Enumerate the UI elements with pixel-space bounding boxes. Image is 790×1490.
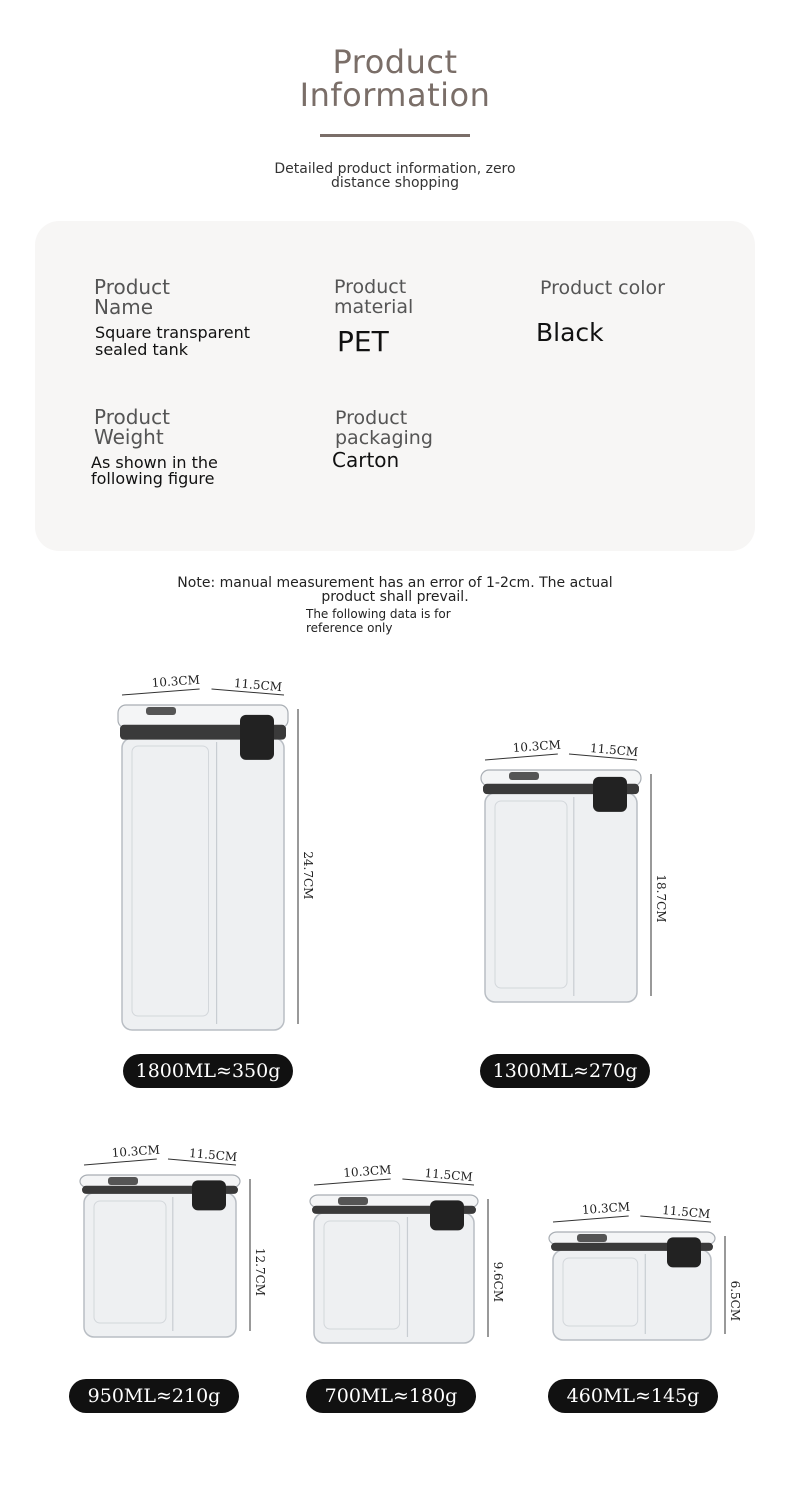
product-name-label-line1: Product <box>94 275 170 299</box>
product-color-label: Product color <box>540 277 665 299</box>
lid-tab-icon <box>146 707 176 715</box>
latch-icon <box>192 1180 226 1210</box>
capacity-badge-1800ml: 1800ML≈350g <box>123 1054 293 1088</box>
capacity-badge-950ml: 950ML≈210g <box>69 1379 239 1413</box>
lid-tab-icon <box>108 1177 138 1185</box>
container-body <box>314 1213 474 1343</box>
depth-dimension-label: 11.5CM <box>188 1146 238 1165</box>
capacity-badge-1300ml: 1300ML≈270g <box>480 1054 650 1088</box>
height-dimension-label: 6.5CM <box>728 1280 742 1322</box>
width-dimension-label: 10.3CM <box>512 737 562 755</box>
capacity-badge-700ml: 700ML≈180g <box>306 1379 476 1413</box>
width-dimension-line <box>314 1179 391 1185</box>
subtitle-line1: Detailed product information, zero <box>274 161 516 177</box>
reference-note <box>306 607 451 635</box>
container-body <box>122 738 284 1030</box>
latch-icon <box>430 1200 464 1230</box>
product-material-label-line1: Product <box>334 276 407 298</box>
title-underline <box>320 134 470 137</box>
width-dimension-line <box>84 1159 157 1165</box>
depth-dimension-label: 11.5CM <box>589 741 639 760</box>
product-packaging-label-line2: packaging <box>335 427 433 449</box>
product-name-value-line2: sealed tank <box>95 340 188 359</box>
page-title <box>0 43 790 114</box>
container-illustration-700ml <box>300 1155 528 1363</box>
latch-icon <box>593 777 627 812</box>
page-title-line1: Product <box>332 43 458 81</box>
page-subtitle <box>0 162 790 190</box>
product-color-value: Black <box>536 318 604 347</box>
latch-icon <box>667 1237 701 1267</box>
product-name-label <box>94 277 170 317</box>
measurement-note-line2: product shall prevail. <box>321 589 469 605</box>
product-weight-value <box>91 455 218 487</box>
container-illustration-950ml <box>70 1135 290 1357</box>
width-dimension-label: 10.3CM <box>342 1162 392 1180</box>
product-weight-value-line2: following figure <box>91 469 215 488</box>
latch-icon <box>240 715 274 760</box>
product-name-value-line1: Square transparent <box>95 323 250 342</box>
reference-note-line1: The following data is for <box>306 607 451 621</box>
product-name-value <box>95 324 250 358</box>
product-info-card <box>35 221 755 551</box>
measurement-note-line1: Note: manual measurement has an error of 1-2cm. The actual <box>177 575 613 591</box>
measurement-note <box>0 576 790 604</box>
height-dimension-label: 9.6CM <box>491 1261 505 1303</box>
container-body <box>84 1193 236 1337</box>
depth-dimension-label: 11.5CM <box>423 1166 474 1185</box>
product-material-value: PET <box>337 325 389 358</box>
lid-tab-icon <box>338 1197 368 1205</box>
product-weight-label-line1: Product <box>94 405 170 429</box>
product-weight-label-line2: Weight <box>94 425 164 449</box>
page-title-line2: Information <box>299 76 491 114</box>
height-dimension-label: 18.7CM <box>654 874 668 923</box>
product-name-label-line2: Name <box>94 295 154 319</box>
lid-tab-icon <box>577 1234 607 1242</box>
capacity-badge-460ml: 460ML≈145g <box>548 1379 718 1413</box>
product-material-label <box>334 277 413 317</box>
container-illustration-1800ml <box>108 665 338 1050</box>
product-packaging-label <box>335 408 433 448</box>
container-illustration-1300ml <box>471 730 691 1022</box>
width-dimension-label: 10.3CM <box>151 672 201 690</box>
product-weight-label <box>94 407 170 447</box>
height-dimension-label: 12.7CM <box>253 1247 267 1297</box>
container-body <box>485 793 637 1002</box>
width-dimension-line <box>485 754 558 760</box>
depth-dimension-label: 11.5CM <box>233 676 283 695</box>
depth-dimension-label: 11.5CM <box>661 1203 711 1222</box>
container-illustration-460ml <box>539 1192 765 1360</box>
reference-note-line2: reference only <box>306 621 393 635</box>
product-packaging-label-line1: Product <box>335 407 408 429</box>
lid-tab-icon <box>509 772 539 780</box>
height-dimension-label: 24.7CM <box>301 851 315 900</box>
subtitle-line2: distance shopping <box>331 175 459 191</box>
width-dimension-line <box>122 689 200 695</box>
product-packaging-value: Carton <box>332 448 400 472</box>
width-dimension-label: 10.3CM <box>111 1142 161 1160</box>
width-dimension-label: 10.3CM <box>581 1199 631 1217</box>
width-dimension-line <box>553 1216 629 1222</box>
product-material-label-line2: material <box>334 296 414 318</box>
product-weight-value-line1: As shown in the <box>91 453 218 472</box>
